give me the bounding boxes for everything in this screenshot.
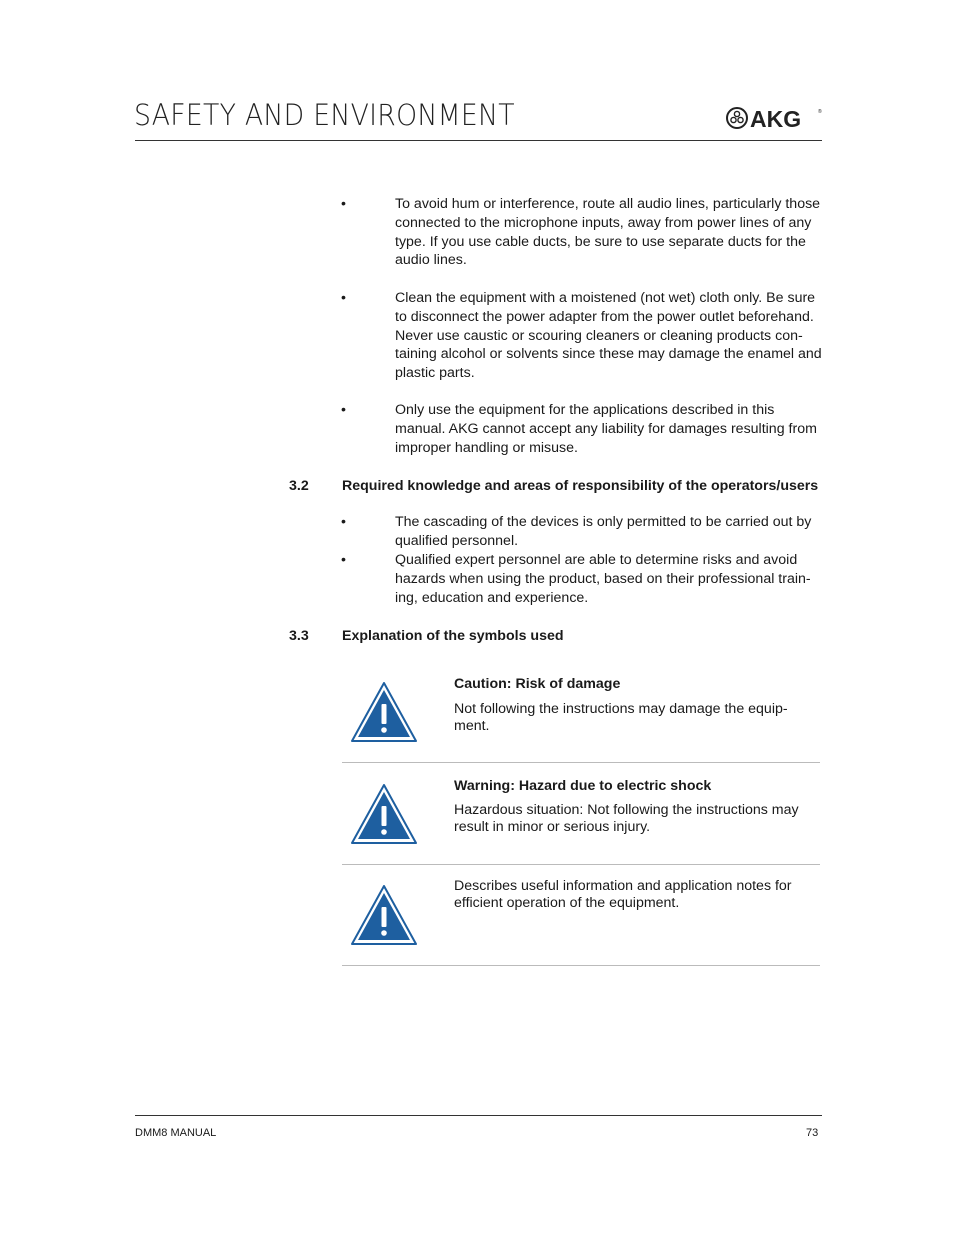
page-title: SAFETY AND ENVIRONMENT bbox=[134, 98, 515, 132]
section-number: 3.2 bbox=[289, 478, 309, 494]
bullet-marker: • bbox=[341, 196, 346, 212]
symbol-divider bbox=[342, 864, 820, 865]
header-rule bbox=[135, 140, 822, 141]
symbol-divider bbox=[342, 965, 820, 966]
bullet-marker: • bbox=[341, 290, 346, 306]
section-title: Required knowledge and areas of responsibility of the operators/users bbox=[342, 478, 819, 494]
footer-manual-name: DMM8 MANUAL bbox=[135, 1127, 217, 1139]
symbol-row bbox=[342, 777, 820, 857]
akg-logo bbox=[726, 105, 823, 131]
bullet-text: Clean the equipment with a moistened (not wet) cloth only. Be sure to disconnect the power adapter from the power outlet beforehand. Never use caustic or scouring cleaners or cleaning products con-taining alcohol or solvents since these may damage the enamel and plastic parts. bbox=[395, 290, 822, 382]
warning-triangle-icon bbox=[350, 783, 418, 845]
section-number: 3.3 bbox=[289, 628, 309, 644]
bullet-text: The cascading of the devices is only permitted to be carried out by qualified personnel. bbox=[395, 514, 812, 549]
warning-triangle-icon bbox=[350, 884, 418, 946]
symbol-description: Not following the instructions may damage the equip-ment. bbox=[454, 701, 788, 734]
symbol-row bbox=[342, 878, 820, 958]
section-title: Explanation of the symbols used bbox=[342, 628, 564, 644]
page-number: 73 bbox=[806, 1127, 819, 1139]
bullet-text: Qualified expert personnel are able to determine risks and avoid hazards when using the product, based on their professional train-ing, education and experience. bbox=[395, 552, 811, 606]
symbol-heading: Caution: Risk of damage bbox=[454, 676, 621, 692]
bullet-marker: • bbox=[341, 552, 346, 568]
symbol-divider bbox=[342, 762, 820, 763]
symbol-description: Describes useful information and application notes for efficient operation of the equipment. bbox=[454, 878, 792, 911]
symbol-row bbox=[342, 675, 820, 755]
bullet-text: Only use the equipment for the applications described in this manual. AKG cannot accept any liability for damages resulting from improper handling or misuse. bbox=[395, 402, 817, 456]
footer-rule bbox=[135, 1115, 822, 1116]
svg-text:®: ® bbox=[818, 109, 822, 115]
bullet-text: To avoid hum or interference, route all audio lines, particularly those connected to the microphone inputs, away from power lines of any type. If you use cable ducts, be sure to use separate ducts for the audio lines. bbox=[395, 196, 821, 269]
warning-triangle-icon bbox=[350, 681, 418, 743]
symbol-description: Hazardous situation: Not following the instructions may result in minor or serious injury. bbox=[454, 802, 799, 835]
symbol-heading: Warning: Hazard due to electric shock bbox=[454, 778, 712, 794]
bullet-marker: • bbox=[341, 402, 346, 418]
bullet-marker: • bbox=[341, 514, 346, 530]
svg-text:AKG: AKG bbox=[750, 106, 802, 131]
